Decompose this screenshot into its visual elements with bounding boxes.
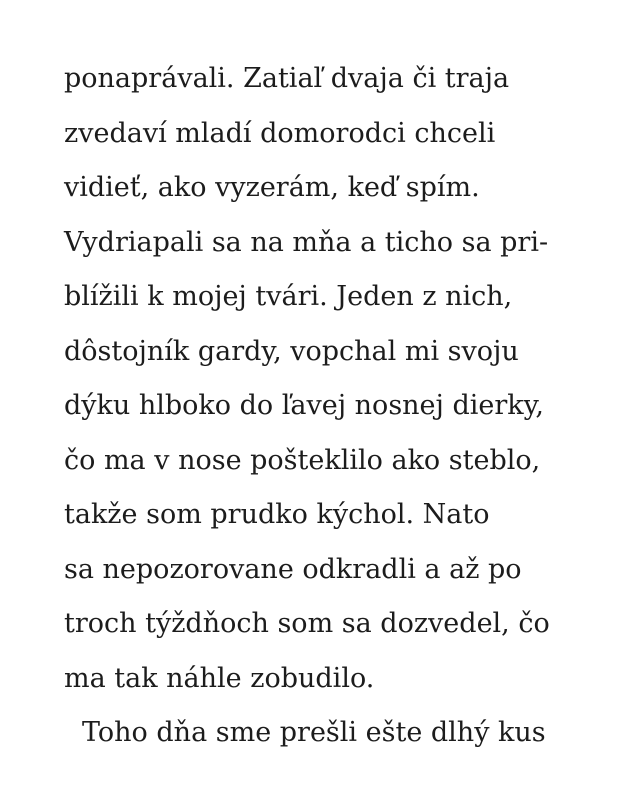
text-line: čo ma v nose pošteklilo ako steblo, (64, 444, 541, 476)
text-line: troch týždňoch som sa dozvedel, čo (64, 608, 550, 639)
text-line: ma tak náhle zobudilo. (64, 662, 375, 694)
text-line: Vydriapali sa na mňa a ticho sa pri- (64, 226, 549, 258)
text-line: sa nepozorovane odkradli a až po (64, 553, 522, 585)
text-line: blížili k mojej tvári. Jeden z nich, (64, 281, 513, 312)
text-line: ponaprávali. Zatiaľ dvaja či traja (64, 63, 510, 94)
text-line: vidieť, ako vyzerám, keď spím. (64, 172, 480, 203)
body-text (64, 52, 584, 761)
text-line: takže som prudko kýchol. Nato (64, 499, 490, 530)
text-line: zvedaví mladí domorodci chceli (64, 117, 496, 149)
text-line: dôstojník gardy, vopchal mi svoju (64, 335, 519, 367)
paragraph-start-line: Toho dňa sme prešli ešte dlhý kus (82, 717, 546, 748)
text-line: dýku hlboko do ľavej nosnej dierky, (64, 390, 544, 421)
